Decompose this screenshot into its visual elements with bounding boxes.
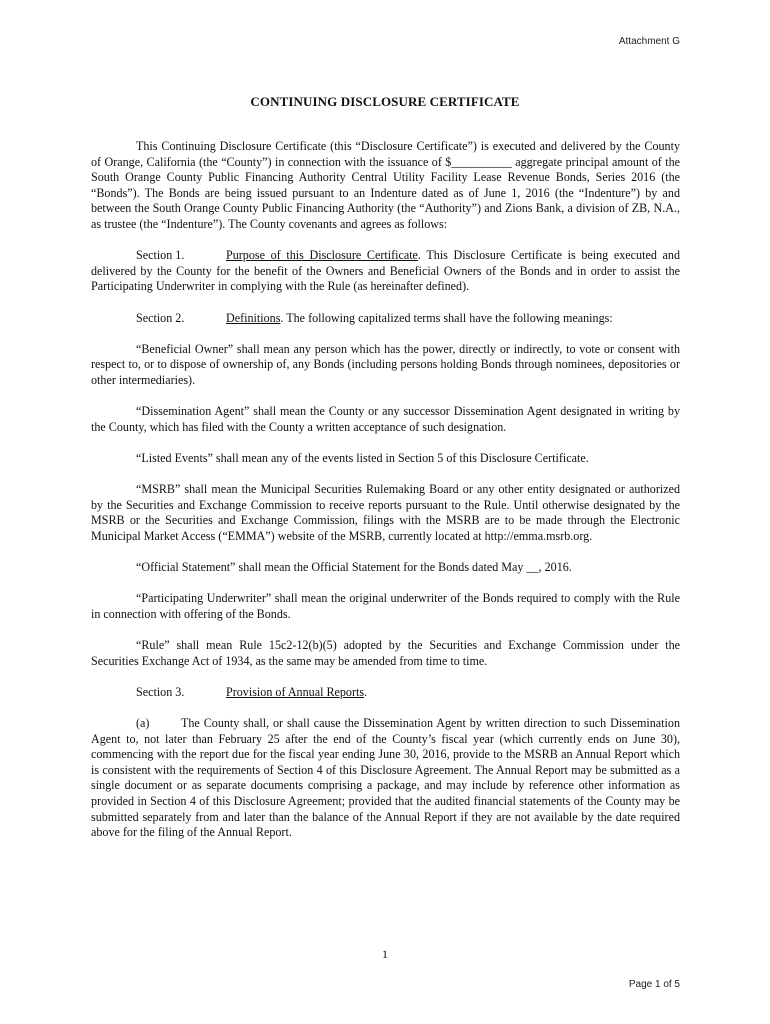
document-title: CONTINUING DISCLOSURE CERTIFICATE xyxy=(250,94,520,109)
document-body xyxy=(91,139,680,856)
section-3-text: . xyxy=(364,684,368,699)
section-2-paragraph xyxy=(91,311,680,327)
definition-dissemination-agent: “Dissemination Agent” shall mean the County or any successor Dissemination Agent designated in writing by the County, which has filed with the County a written acceptance of such designation. xyxy=(91,404,680,434)
section-3-paragraph xyxy=(91,685,680,701)
section-3a-label: (a) xyxy=(136,715,150,730)
section-2-text: . The following capitalized terms shall have the following meanings: xyxy=(280,310,613,325)
definition-participating-underwriter: “Participating Underwriter” shall mean the original underwriter of the Bonds required to comply with the Rule in connection with offering of the Bonds. xyxy=(91,591,680,621)
intro-paragraph: This Continuing Disclosure Certificate (this “Disclosure Certificate”) is executed and delivered by the County of Orange, California (the “County”) in connection with the issuance of $__________ aggregate principal amount of the South Orange County Public Financing Authority Central Utility Facility Lease Revenue Bonds, Series 2016 (the “Bonds”). The Bonds are being issued pursuant to an Indenture dated as of June 1, 2016 (the “Indenture”) by and between the South Orange County Public Financing Authority (the “Authority”) and Zions Bank, a division of ZB, N.A., as trustee (the “Indenture”). The County covenants and agrees as follows: xyxy=(91,139,680,231)
section-3-number: Section 3. xyxy=(136,684,185,699)
section-1-heading: Purpose of this Disclosure Certificate xyxy=(226,248,418,263)
section-1-text: . This Disclosure Certificate is being executed and delivered by the County for the benefit of the Owners and Beneficial Owners of the Bonds and in order to assist the Participating Underwriter in complying with the Rule (as hereinafter defined). xyxy=(91,248,680,294)
section-3a-text: The County shall, or shall cause the Dissemination Agent by written direction to such Dissemination Agent to, not later than February 25 after the end of the County’s fiscal year (which currently ends on June 30), commencing with the report due for the fiscal year ending June 30, 2016, provide to the MSRB an Annual Report which is consistent with the requirements of Section 4 of this Disclosure Agreement. The Annual Report may be submitted as a single document or as separate documents comprising a package, and may include by reference other information as provided in Section 4 of this Disclosure Agreement; provided that the audited financial statements of the County may be submitted separately from and later than the balance of the Annual Report if they are not available by the date required above for the filing of the Annual Report. xyxy=(91,715,680,840)
section-3-heading: Provision of Annual Reports xyxy=(226,684,365,699)
definition-msrb: “MSRB” shall mean the Municipal Securities Rulemaking Board or any other entity designated or authorized by the Securities and Exchange Commission to receive reports pursuant to the Rule. Until otherwise designated by the MSRB or the Securities and Exchange Commission, filings with the MSRB are to be made through the Electronic Municipal Market Access (“EMMA”) website of the MSRB, currently located at http://emma.msrb.org. xyxy=(91,482,680,543)
definition-official-statement: “Official Statement” shall mean the Official Statement for the Bonds dated May __, 2016. xyxy=(136,560,572,575)
attachment-label: Attachment G xyxy=(618,36,680,47)
definition-beneficial-owner: “Beneficial Owner” shall mean any person which has the power, directly or indirectly, to vote or consent with respect to, or to dispose of ownership of, any Bonds (including persons holding Bonds through nominees, depositories or other intermediaries). xyxy=(91,341,680,387)
section-1-paragraph xyxy=(91,248,680,295)
section-2-number: Section 2. xyxy=(136,310,185,325)
page-number: 1 xyxy=(382,947,388,961)
section-2-heading: Definitions xyxy=(226,310,281,325)
definition-rule: “Rule” shall mean Rule 15c2-12(b)(5) adopted by the Securities and Exchange Commission under the Securities Exchange Act of 1934, as the same may be amended from time to time. xyxy=(91,638,680,668)
definition-listed-events: “Listed Events” shall mean any of the events listed in Section 5 of this Disclosure Certificate. xyxy=(136,450,589,465)
section-3a-paragraph xyxy=(91,716,680,841)
page-of-label: Page 1 of 5 xyxy=(628,979,680,990)
section-1-number: Section 1. xyxy=(136,248,185,263)
